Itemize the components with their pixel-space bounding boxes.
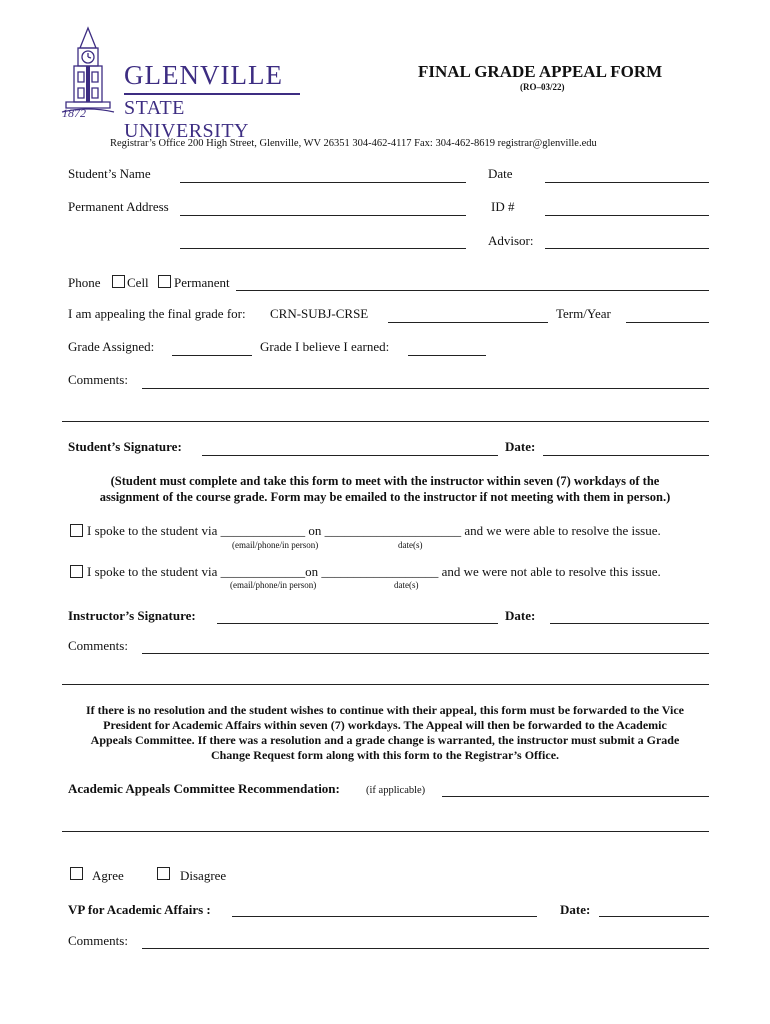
grade-assigned-label: Grade Assigned: — [68, 339, 155, 354]
student-name-field[interactable] — [180, 182, 466, 183]
advisor-field[interactable] — [545, 248, 709, 249]
instructor-comments-field[interactable] — [142, 653, 709, 654]
student-name-label: Student’s Name — [68, 166, 151, 181]
logo-line-1: GLENVILLE — [124, 60, 283, 90]
forward-line-1: If there is no resolution and the student wishes to continue with their appeal, this form must be forwarded to the Vice — [85, 703, 684, 717]
unresolved-method-note: (email/phone/in person) — [230, 580, 317, 590]
student-comments-field-2[interactable] — [62, 421, 709, 422]
appeal-label: I am appealing the final grade for: — [68, 306, 246, 321]
instructor-signature-field[interactable] — [217, 623, 498, 624]
unresolved-checkbox[interactable] — [70, 565, 83, 578]
committee-label: Academic Appeals Committee Recommendation: — [68, 781, 340, 796]
term-field[interactable] — [626, 322, 709, 323]
permanent-checkbox[interactable] — [158, 275, 171, 288]
forward-line-2: President for Academic Affairs within seven (7) workdays. The Appeal will then be forwarded to the Academic — [103, 718, 667, 732]
agree-label: Agree — [92, 868, 124, 883]
resolved-date-note: date(s) — [398, 540, 423, 550]
permanent-label: Permanent — [174, 275, 230, 290]
grade-assigned-field[interactable] — [172, 355, 252, 356]
student-signature-date-label: Date: — [505, 439, 536, 454]
form-title: FINAL GRADE APPEAL FORM — [418, 62, 663, 81]
instruction-line-2: assignment of the course grade. Form may be emailed to the instructor if not meeting with them in person.) — [99, 490, 671, 504]
address-field-2[interactable] — [180, 248, 466, 249]
resolved-method-note: (email/phone/in person) — [232, 540, 319, 550]
committee-field-2[interactable] — [62, 831, 709, 832]
vp-date-label: Date: — [560, 902, 591, 917]
resolved-statement: I spoke to the student via _____________ on _____________________ and we were able to resolve the issue. — [87, 523, 661, 538]
contact-line: Registrar’s Office 200 High Street, Glenville, WV 26351 304-462-4117 Fax: 304-462-8619 registrar@glenville.edu — [110, 138, 597, 149]
committee-note: (if applicable) — [366, 785, 426, 796]
vp-signature-field[interactable] — [232, 916, 537, 917]
student-signature-field[interactable] — [202, 455, 498, 456]
disagree-checkbox[interactable] — [157, 867, 170, 880]
crn-field[interactable] — [388, 322, 548, 323]
instructor-comments-field-2[interactable] — [62, 684, 709, 685]
form-code: (RO–03/22) — [520, 82, 565, 92]
vp-date-field[interactable] — [599, 916, 709, 917]
phone-field[interactable] — [236, 290, 709, 291]
instructor-signature-label: Instructor’s Signature: — [68, 608, 196, 623]
forward-line-4: Change Request form along with this form to the Registrar’s Office. — [210, 748, 560, 762]
vp-signature-label: VP for Academic Affairs : — [68, 902, 211, 917]
id-label: ID # — [491, 199, 515, 214]
student-comments-label: Comments: — [68, 372, 128, 387]
date-label: Date — [488, 166, 513, 181]
student-comments-field[interactable] — [142, 388, 709, 389]
cell-checkbox[interactable] — [112, 275, 125, 288]
vp-comments-label: Comments: — [68, 933, 128, 948]
address-label: Permanent Address — [68, 199, 169, 214]
agree-checkbox[interactable] — [70, 867, 83, 880]
unresolved-date-note: date(s) — [394, 580, 419, 590]
instructor-date-field[interactable] — [550, 623, 709, 624]
student-signature-label: Student’s Signature: — [68, 439, 182, 454]
grade-earned-field[interactable] — [408, 355, 486, 356]
logo-line-2: STATE UNIVERSITY — [124, 97, 249, 142]
address-field[interactable] — [180, 215, 466, 216]
crn-label: CRN-SUBJ-CRSE — [270, 306, 369, 321]
grade-earned-label: Grade I believe I earned: — [260, 339, 390, 354]
forward-line-3: Appeals Committee. If there was a resolution and a grade change is warranted, the instructor must submit a Grade — [90, 733, 680, 747]
committee-field[interactable] — [442, 796, 709, 797]
vp-comments-field[interactable] — [142, 948, 709, 949]
instruction-line-1: (Student must complete and take this form to meet with the instructor within seven (7) workdays of the — [110, 474, 660, 488]
logo-year: 1872 — [62, 106, 86, 120]
date-field[interactable] — [545, 182, 709, 183]
phone-label: Phone — [68, 275, 101, 290]
student-signature-date-field[interactable] — [543, 455, 709, 456]
cell-label: Cell — [127, 275, 149, 290]
university-logo — [58, 26, 308, 142]
unresolved-statement: I spoke to the student via _____________on __________________ and we were not able to resolve this issue. — [87, 564, 661, 579]
logo-divider — [124, 93, 300, 95]
instructor-comments-label: Comments: — [68, 638, 128, 653]
disagree-label: Disagree — [180, 868, 227, 883]
advisor-label: Advisor: — [488, 233, 534, 248]
resolved-checkbox[interactable] — [70, 524, 83, 537]
instructor-date-label: Date: — [505, 608, 536, 623]
term-label: Term/Year — [556, 306, 611, 321]
id-field[interactable] — [545, 215, 709, 216]
